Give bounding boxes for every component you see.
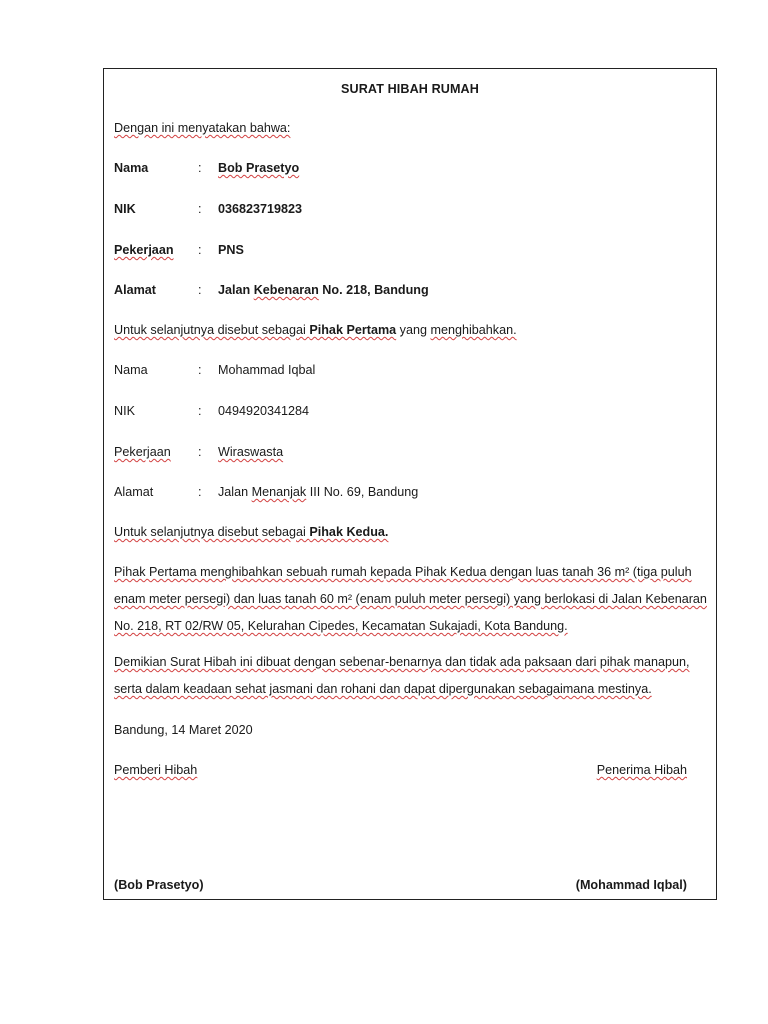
note-role: Pihak Pertama	[309, 323, 397, 337]
intro-text: Dengan ini menyatakan bahwa:	[114, 121, 291, 135]
receiver-signature-text: (Mohammad Iqbal)	[575, 878, 687, 892]
paragraph-line: serta dalam keadaan sehat jasmani dan rohani dan dapat dipergunakan sebagaimana mestinya.	[114, 682, 652, 696]
address-suffix: III No. 69, Bandung	[306, 485, 419, 499]
paragraph-line: No. 218, RT 02/RW 05, Kelurahan Cipedes, Kecamatan Sukajadi, Kota Bandung.	[114, 619, 568, 633]
giver-signature-name	[114, 878, 204, 892]
field-colon: :	[198, 363, 202, 377]
note-prefix: Untuk selanjutnya disebut sebagai	[114, 525, 310, 539]
field-colon: :	[198, 485, 202, 499]
address-suffix: No. 218, Bandung	[318, 283, 429, 297]
second-party-job: Wiraswasta	[218, 445, 284, 459]
second-party-note	[114, 525, 388, 539]
note-prefix: Untuk selanjutnya disebut sebagai	[114, 323, 310, 337]
field-label: Pekerjaan	[114, 445, 171, 459]
field-colon: :	[198, 243, 202, 257]
second-party-nik: 0494920341284	[218, 404, 310, 418]
note-middle: yang	[396, 323, 431, 337]
first-party-note	[114, 323, 517, 337]
receiver-signature-name	[576, 878, 687, 892]
field-colon: :	[198, 161, 202, 175]
first-party-job: PNS	[218, 243, 244, 257]
place-date-text: Bandung, 14 Maret 2020	[114, 723, 253, 737]
document-page	[103, 68, 717, 900]
paragraph-line: Pihak Pertama menghibahkan sebuah rumah kepada Pihak Kedua dengan luas tanah 36 m² (tiga puluh	[114, 565, 692, 579]
paragraph-line: enam meter persegi) dan luas tanah 60 m² (enam puluh meter persegi) yang berlokasi di Jalan Kebenaran	[114, 592, 707, 606]
address-street: Kebenaran	[253, 283, 319, 297]
note-suffix: menghibahkan.	[430, 323, 517, 337]
address-prefix: Jalan	[218, 485, 252, 499]
closing-paragraph	[114, 649, 706, 703]
grant-paragraph	[114, 559, 706, 640]
note-role: Pihak Kedua.	[309, 525, 389, 539]
first-party-name: Bob Prasetyo	[218, 161, 300, 175]
second-party-address	[218, 485, 418, 499]
intro-line	[114, 121, 290, 135]
field-label: Nama	[114, 161, 149, 175]
paragraph-line: Demikian Surat Hibah ini dibuat dengan sebenar-benarnya dan tidak ada paksaan dari pihak manapun,	[114, 655, 690, 669]
field-label: Nama	[114, 363, 148, 377]
field-label: NIK	[114, 404, 135, 418]
first-party-address	[218, 283, 429, 297]
second-party-name: Mohammad Iqbal	[218, 363, 316, 377]
giver-label: Pemberi Hibah	[114, 763, 198, 777]
first-party-nik: 036823719823	[218, 202, 303, 216]
field-colon: :	[198, 202, 202, 216]
field-colon: :	[198, 445, 202, 459]
field-colon: :	[198, 283, 202, 297]
place-date	[114, 723, 253, 737]
document-body	[114, 69, 706, 899]
address-street: Menanjak	[251, 485, 307, 499]
field-label: Alamat	[114, 283, 156, 297]
document-title: SURAT HIBAH RUMAH	[341, 82, 479, 96]
field-label: Pekerjaan	[114, 243, 174, 257]
field-colon: :	[198, 404, 202, 418]
receiver-label: Penerima Hibah	[596, 763, 687, 777]
giver-signature-text: (Bob Prasetyo)	[114, 878, 204, 892]
address-prefix: Jalan	[218, 283, 254, 297]
field-label: Alamat	[114, 485, 154, 499]
field-label: NIK	[114, 202, 136, 216]
